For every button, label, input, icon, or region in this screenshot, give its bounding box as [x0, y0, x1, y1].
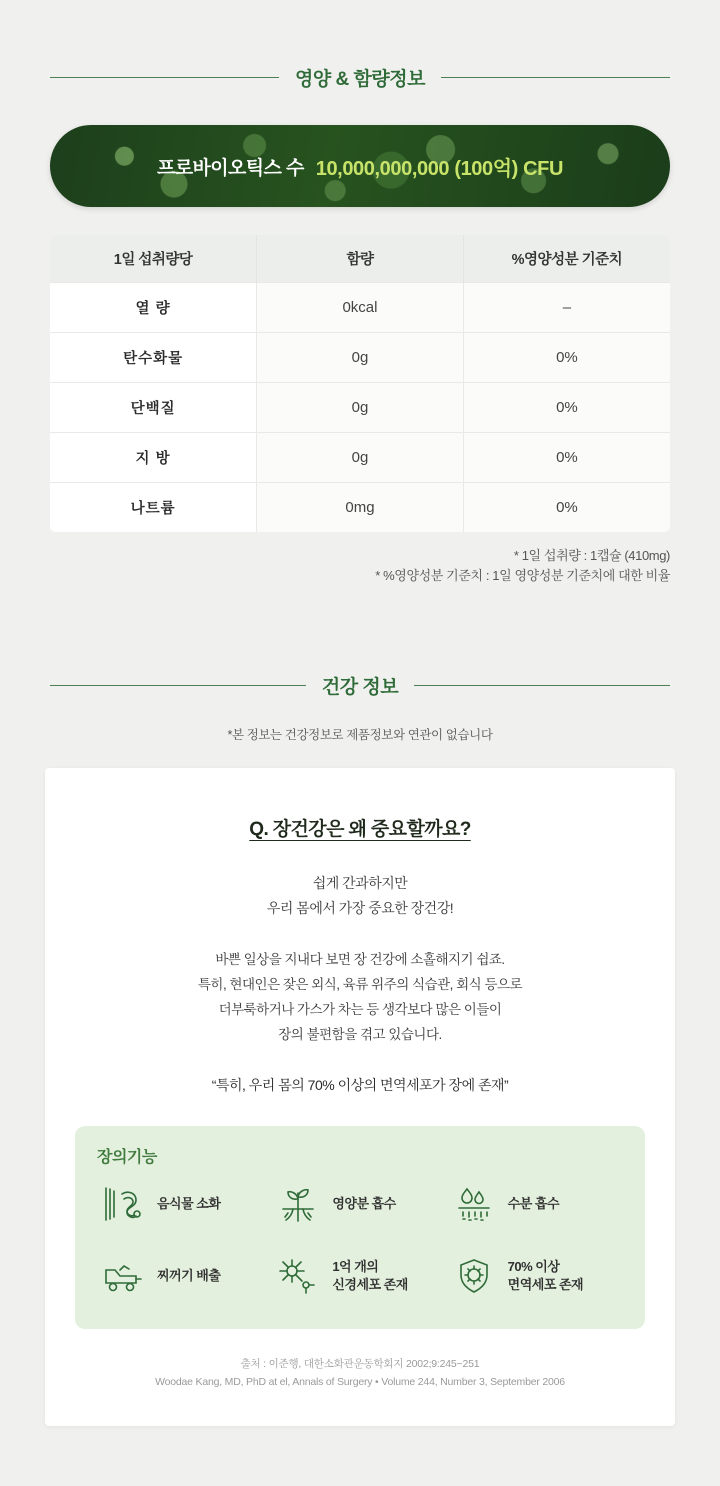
table-header-serving: 1일 섭취량당 [50, 235, 257, 283]
nutrition-notes [0, 532, 720, 586]
row-amount: 0g [257, 333, 464, 383]
body-line-1: 바쁜 일상을 지내다 보면 장 건강에 소홀해지기 쉽죠. [215, 952, 505, 968]
table-header-row [50, 235, 670, 283]
row-percent: 0% [463, 433, 670, 483]
highlight-quote: “특히, 우리 몸의 70% 이상의 면역세포가 장에 존재” [211, 1077, 509, 1094]
gut-item-label: 찌꺼기 배출 [157, 1268, 221, 1284]
sprout-icon [272, 1181, 324, 1227]
water-drop-icon [448, 1181, 500, 1227]
gut-item-water-absorption [448, 1173, 623, 1235]
row-name: 단백질 [50, 383, 257, 433]
row-percent: 0% [463, 483, 670, 533]
table-header-percent: %영양성분 기준치 [463, 235, 670, 283]
gut-item-label: 음식물 소화 [157, 1196, 221, 1212]
nutrition-table-wrap [0, 207, 720, 532]
row-name: 탄수화물 [50, 333, 257, 383]
waste-truck-icon [97, 1253, 149, 1299]
table-row [50, 333, 670, 383]
nutrition-table [50, 235, 670, 532]
row-name: 지 방 [50, 433, 257, 483]
neuron-icon [272, 1253, 324, 1299]
row-percent: – [463, 283, 670, 333]
body-copy [75, 920, 645, 1048]
nutrition-section-heading [0, 0, 720, 91]
table-row [50, 383, 670, 433]
heading-rule-left [50, 77, 279, 78]
table-row [50, 433, 670, 483]
row-amount: 0kcal [257, 283, 464, 333]
note-serving-size: * 1일 섭취량 : 1캡슐 (410mg) [513, 548, 670, 563]
intestine-icon [97, 1181, 149, 1227]
gut-item-label: 1억 개의 신경세포 존재 [332, 1259, 408, 1292]
gut-item-label: 70% 이상 면역세포 존재 [507, 1259, 584, 1292]
table-row [50, 483, 670, 533]
row-amount: 0g [257, 433, 464, 483]
gut-function-title: 장의기능 [97, 1148, 157, 1166]
row-name: 나트륨 [50, 483, 257, 533]
gut-item-nutrient-absorption [272, 1173, 447, 1235]
heading-rule-right [441, 77, 670, 78]
probiotics-banner-wrap [0, 91, 720, 207]
gut-item-digestion [97, 1173, 272, 1235]
source-line-1: 출처 : 이준행, 대한소화관운동학회지 2002;9:245~251 [240, 1357, 480, 1370]
gut-item-label: 수분 흡수 [507, 1196, 560, 1212]
heading-rule-right [414, 685, 670, 686]
body-line-2: 특히, 현대인은 잦은 외식, 육류 위주의 식습관, 회식 등으로 [197, 977, 523, 993]
source-line-2: Woodae Kang, MD, PhD at el, Annals of Surgery • Volume 244, Number 3, September 2006 [155, 1376, 565, 1389]
probiotics-banner [50, 125, 670, 207]
probiotics-value: 10,000,000,000 (100억) CFU [315, 157, 563, 180]
gut-item-waste-removal [97, 1245, 272, 1307]
gut-function-grid [97, 1173, 623, 1307]
lead-line-1: 쉽게 간과하지만 [312, 875, 408, 892]
note-daily-value: * %영양성분 기준치 : 1일 영양성분 기준치에 대한 비율 [375, 568, 670, 584]
lead-copy [75, 841, 645, 920]
probiotics-label: 프로바이오틱스 수 [157, 157, 304, 179]
body-line-3: 더부룩하거나 가스가 차는 등 생각보다 많은 이들이 [218, 1002, 502, 1018]
health-disclaimer: *본 정보는 건강정보로 제품정보와 연관이 없습니다 [227, 728, 493, 743]
table-row [50, 283, 670, 333]
nutrition-heading-text: 영양 & 함량정보 [295, 69, 425, 90]
question-title: Q. 장건강은 왜 중요할까요? [249, 819, 471, 841]
gut-function-box [75, 1126, 645, 1329]
table-header-amount: 함량 [257, 235, 464, 283]
source-citations [75, 1329, 645, 1392]
row-percent: 0% [463, 383, 670, 433]
heading-rule-left [50, 685, 306, 686]
row-amount: 0mg [257, 483, 464, 533]
lead-line-2: 우리 몸에서 가장 중요한 장건강! [266, 899, 454, 916]
health-card-wrap [0, 743, 720, 1485]
row-name: 열 량 [50, 283, 257, 333]
row-amount: 0g [257, 383, 464, 433]
gut-item-label: 영양분 흡수 [332, 1196, 396, 1212]
health-section-heading [0, 586, 720, 699]
gut-item-immune-cells [448, 1245, 623, 1307]
row-percent: 0% [463, 333, 670, 383]
body-line-4: 장의 불편함을 겪고 있습니다. [278, 1027, 442, 1043]
shield-cell-icon [448, 1253, 500, 1299]
health-heading-text: 건강 정보 [321, 677, 399, 699]
health-card [45, 768, 675, 1425]
gut-item-neurons [272, 1245, 447, 1307]
